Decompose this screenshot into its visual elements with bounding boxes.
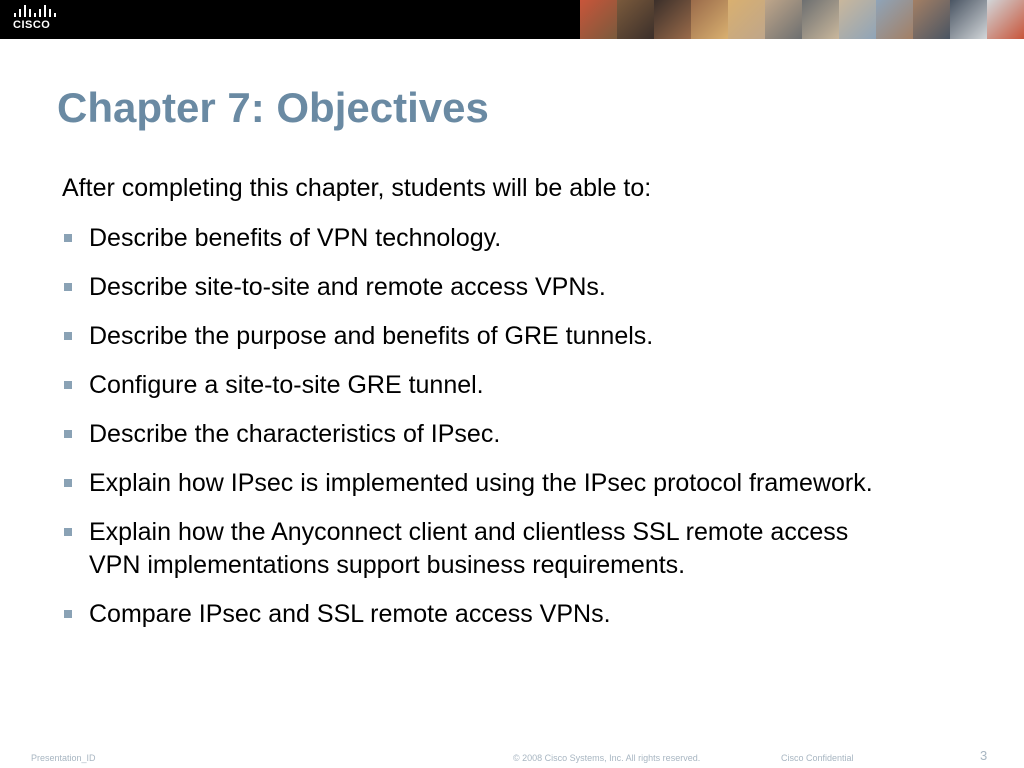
list-item — [62, 222, 882, 255]
header-photo — [913, 0, 950, 39]
list-item — [62, 467, 882, 500]
square-bullet-icon — [64, 283, 72, 291]
square-bullet-icon — [64, 430, 72, 438]
square-bullet-icon — [64, 610, 72, 618]
list-item-text: Describe benefits of VPN technology. — [89, 224, 502, 252]
cisco-logo-text: CISCO — [13, 19, 51, 31]
header-photo — [802, 0, 839, 39]
footer-confidential: Cisco Confidential — [781, 753, 854, 763]
header-photo — [580, 0, 617, 39]
list-item-text: Explain how the Anyconnect client and clientless SSL remote access VPN implementations support business requirements. — [89, 518, 849, 579]
header-photo — [765, 0, 802, 39]
square-bullet-icon — [64, 528, 72, 536]
list-item-text: Configure a site-to-site GRE tunnel. — [89, 371, 484, 399]
square-bullet-icon — [64, 332, 72, 340]
header-photo — [617, 0, 654, 39]
square-bullet-icon — [64, 381, 72, 389]
objectives-list — [62, 222, 882, 647]
header-photo — [950, 0, 987, 39]
list-item-text: Explain how IPsec is implemented using the IPsec protocol framework. — [89, 469, 873, 497]
header-photo — [987, 0, 1024, 39]
square-bullet-icon — [64, 234, 72, 242]
list-item-text: Describe the characteristics of IPsec. — [89, 420, 501, 448]
header-photo — [654, 0, 691, 39]
list-item — [62, 320, 882, 353]
header-photo — [839, 0, 876, 39]
list-item-text: Describe site-to-site and remote access VPNs. — [89, 273, 606, 301]
list-item-text: Compare IPsec and SSL remote access VPNs. — [89, 600, 611, 628]
cisco-logo — [10, 5, 66, 35]
header-photo — [728, 0, 765, 39]
page-number: 3 — [980, 748, 988, 763]
list-item — [62, 369, 882, 402]
list-item-text: Describe the purpose and benefits of GRE tunnels. — [89, 322, 654, 350]
list-item — [62, 271, 882, 304]
footer-presentation-id: Presentation_ID — [31, 753, 96, 763]
header-bar — [0, 0, 1024, 39]
intro-text: After completing this chapter, students will be able to: — [62, 174, 652, 202]
header-photo — [691, 0, 728, 39]
list-item — [62, 598, 882, 631]
footer-copyright: © 2008 Cisco Systems, Inc. All rights reserved. — [513, 753, 701, 763]
slide-title: Chapter 7: Objectives — [57, 84, 489, 131]
list-item — [62, 516, 882, 582]
header-photo-strip — [580, 0, 1024, 39]
cisco-logo-bars-icon — [10, 5, 66, 17]
square-bullet-icon — [64, 479, 72, 487]
list-item — [62, 418, 882, 451]
header-photo — [876, 0, 913, 39]
